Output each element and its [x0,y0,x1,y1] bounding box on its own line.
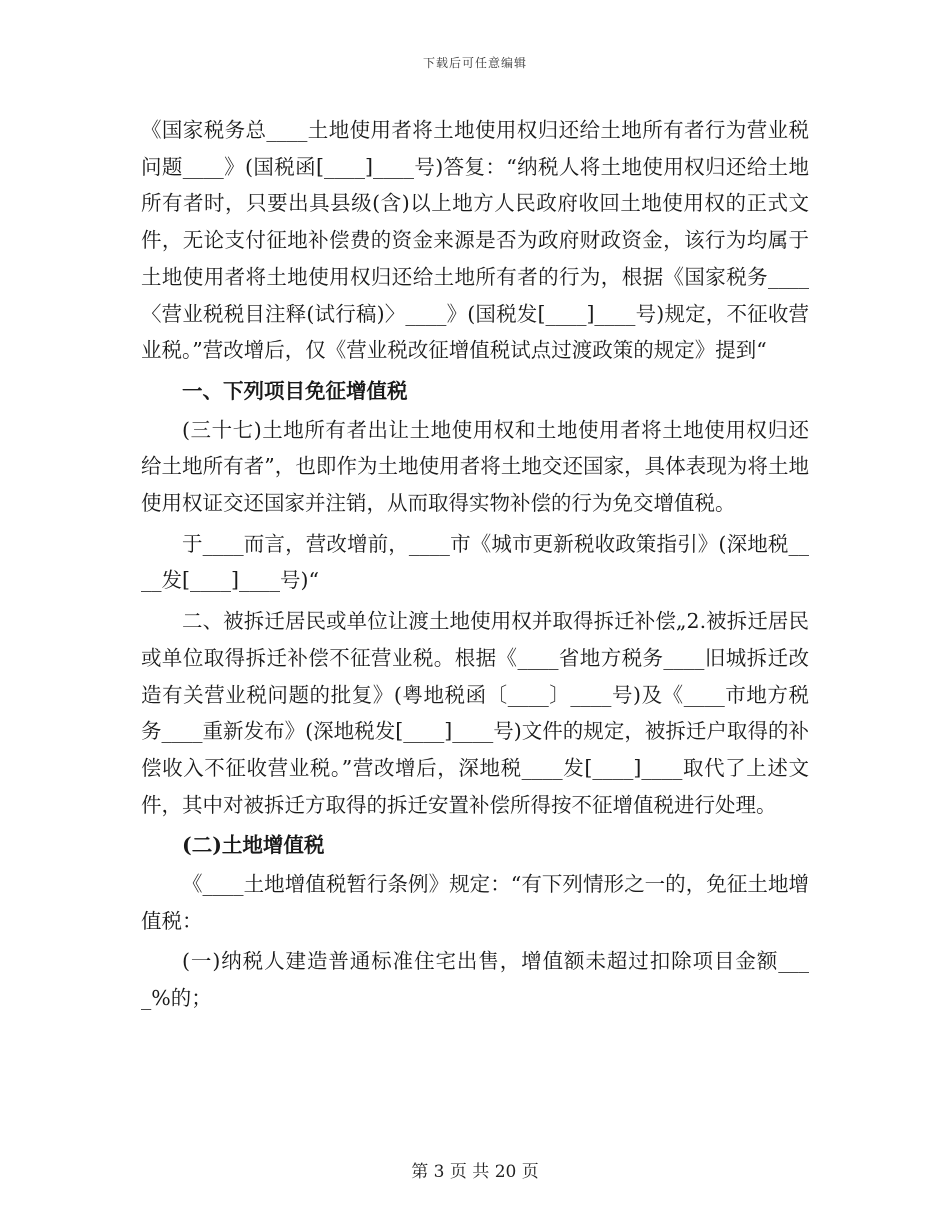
paragraph-item-37: (三十七)土地所有者出让土地使用权和土地使用者将土地使用权归还给土地所有者”，也即作为土地使用者将土地交还国家，具体表现为将土地使用权证交还国家并注销，从而取得实物补偿的行为免交增值税。 [141,417,809,516]
paragraph-land-vat-regulation: 《____土地增值税暂行条例》规定：“有下列情形之一的，免征土地增值税： [141,872,809,933]
page-header-note: 下载后可任意编辑 [422,56,527,70]
paragraph-standard-housing: (一)纳税人建造普通标准住宅出售，增值额未超过扣除项目金额____%的； [141,949,809,1011]
document-body [141,112,809,1017]
paragraph-demolition-compensation: 二、被拆迁居民或单位让渡土地使用权并取得拆迁补偿„2.被拆迁居民或单位取得拆迁补偿不征营业税。根据《____省地方税务____旧城拆迁改造有关营业税问题的批复》(粤地税函〔____〕____号)及《____市地方税务____重新发布》(深地税发[____]____号)文件的规定，被拆迁户取得的补偿收入不征收营业税。”营改增后，深地税____发[____]____取代了上述文件，其中对被拆迁方取得的拆迁安置补偿所得按不征增值税进行处理。 [141,609,809,817]
section-heading-land-vat: (二)土地增值税 [182,833,325,858]
page-number: 第 3 页 共 20 页 [411,1162,539,1182]
paragraph-land-return-ruling: 《国家税务总____土地使用者将土地使用权归还给土地所有者行为营业税问题____》(国税函[____]____号)答复：“纳税人将土地使用权归还给土地所有者时，只要出具县级(含)以上地方人民政府收回土地使用权的正式文件，无论支付征地补偿费的资金来源是否为政府财政资金，该行为均属于土地使用者将土地使用权归还给土地所有者的行为，根据《国家税务____〈营业税税目注释(试行稿)〉____》(国税发[____]____号)规定，不征收营业税。”营改增后，仅《营业税改征增值税试点过渡政策的规定》提到“ [141,118,809,363]
paragraph-urban-renewal: 于____而言，营改增前，____市《城市更新税收政策指引》(深地税____发[____]____号)“ [141,531,809,593]
section-heading-exempt-vat: 一、下列项目免征增值税 [182,378,408,403]
